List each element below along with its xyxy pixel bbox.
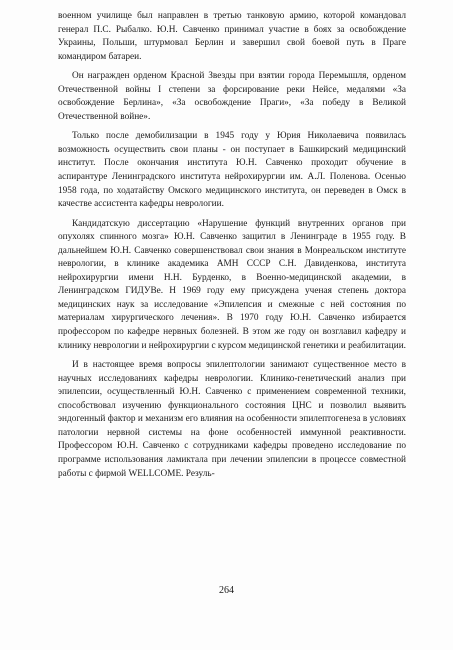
paragraph-3: Только после демобилизации в 1945 году у Юрия Николаевича появилась возможность осуществить свои планы - он поступает в Башкирский медицинский институт. После окончания института Ю.Н. Савченко проходит обучение в аспирантуре Ленинградского института нейрохирургии им. А.Л. Поленова. Осенью 1958 года, по ходатайству Омского медицинского института, он переведен в Омск в качестве ассистента кафедры неврологии. [58, 131, 406, 210]
paragraph-4: Кандидатскую диссертацию «Нарушение функций внутренних органов при опухолях спинного мозга» Ю.Н. Савченко защитил в Ленинграде в 1955 году. В дальнейшем Ю.Н. Савченко совершенствовал свои знания в Монреальском институте неврологии, в клинике академика АМН СССР С.Н. Давиденкова, института нейрохирургии имени Н.Н. Бурденко, в Военно-медицинской академии, в Ленинградском ГИДУВе. Н 1969 году ему присуждена ученая степень доктора медицинских наук за исследование «Эпилепсия и смежные с ней состояния по материалам хирургического лечения». В 1970 году Ю.Н. Савченко избирается профессором по кафедре нервных болезней. В этом же году он возглавил кафедру и клинику неврологии и нейрохирургии с курсом медицинской генетики и реабилитации. [58, 218, 406, 351]
paragraph-1: военном училище был направлен в третью танковую армию, которой командовал генерал П.С. Рыбалко. Ю.Н. Савченко принимал участие в боях за освобождение Украины, Польши, штурмовал Берлин и завершил свой боевой путь в Праге командиром батареи. [58, 11, 406, 62]
page-number: 264 [219, 585, 234, 596]
paragraph-2: Он награжден орденом Красной Звезды при взятии города Перемышля, орденом Отечественной войны I степени за форсирование реки Нейсе, медалями «За освобождение Берлина», «За освобождение Праги», «За победу в Великой Отечественной войне». [58, 71, 406, 122]
paragraph-5: И в настоящее время вопросы эпилептологии занимают существенное место в научных исследованиях кафедры неврологии. Клинико-генетический анализ при эпилепсии, осуществленный Ю.Н. Савченко с применением современной техники, способствовал изучению функционального состояния ЦНС и позволил выявить эндогенный фактор и механизм его влияния на особенности эпилептогенеза в условиях патологии нервной системы на фоне особенностей иммунной реактивности. Профессором Ю.Н. Савченко с сотрудниками кафедры проведено исследование по программе использования ламиктала при лечении эпилепсии в процессе совместной работы с фирмой WELLCOME. Резуль- [58, 360, 406, 479]
body-text [58, 10, 406, 481]
